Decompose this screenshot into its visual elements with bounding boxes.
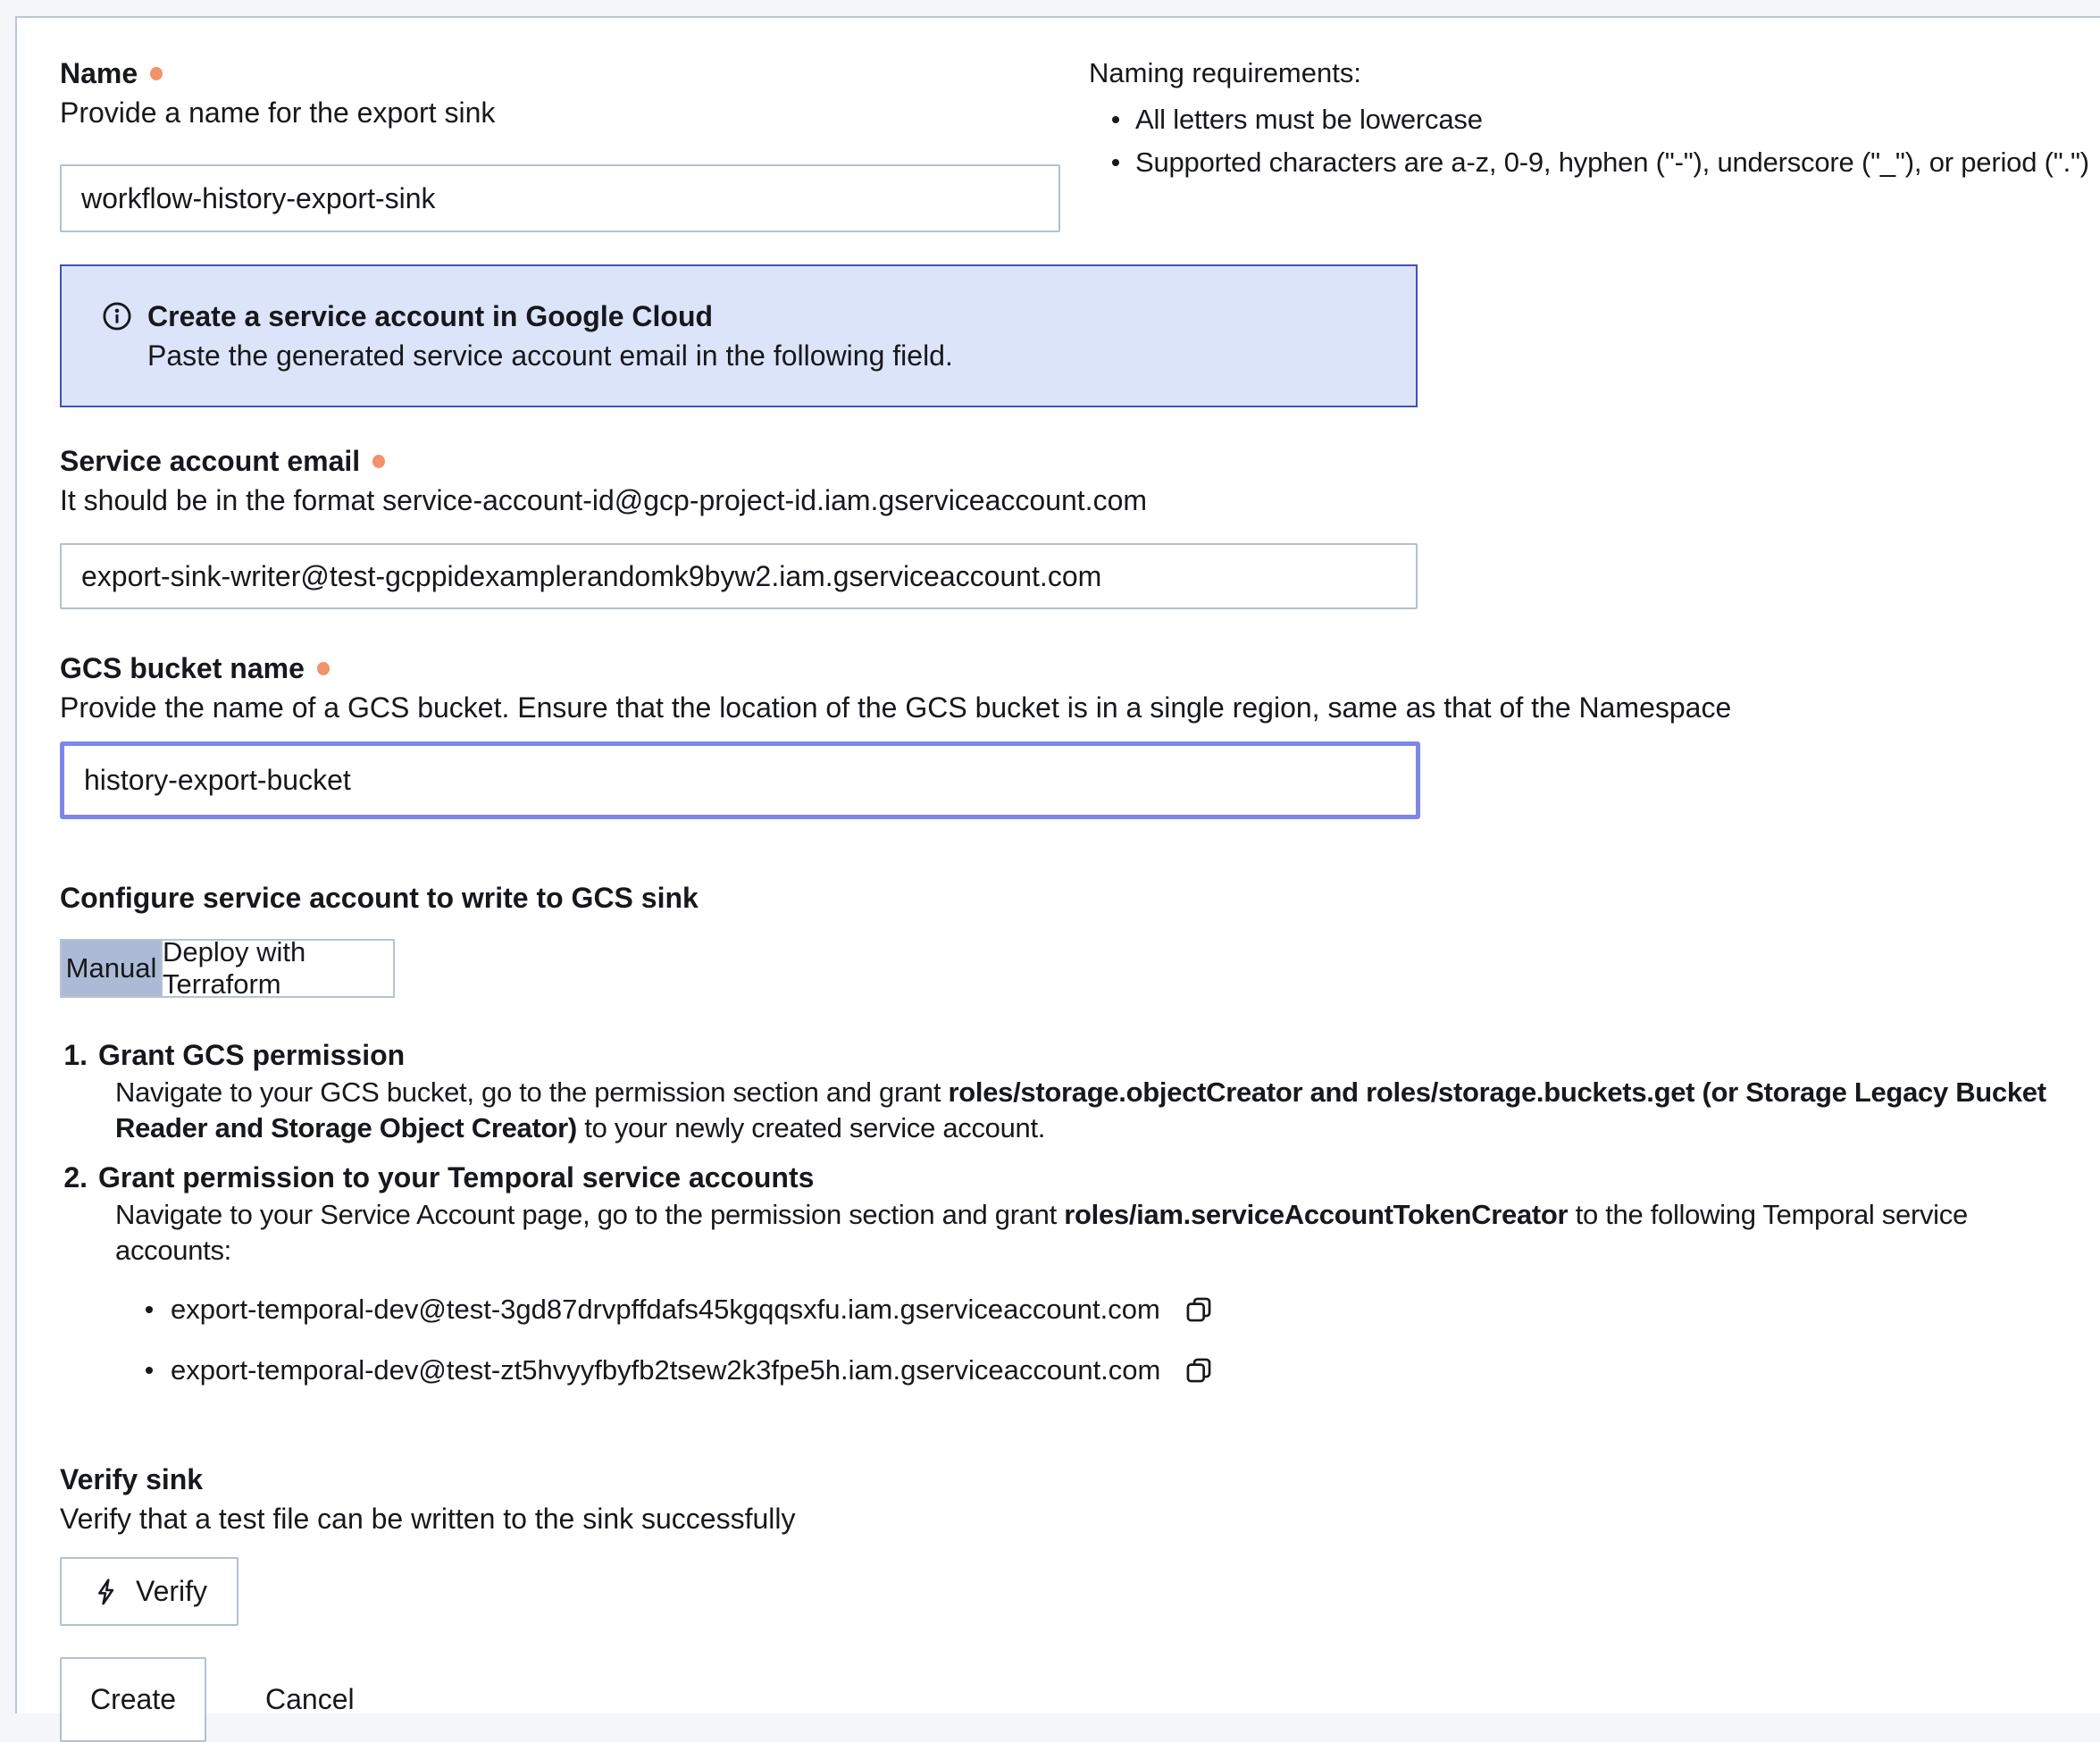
info-banner bbox=[60, 264, 1418, 407]
name-field-description: Provide a name for the export sink bbox=[60, 96, 496, 129]
gcs-bucket-label-row bbox=[60, 649, 2100, 688]
naming-requirements-title: Naming requirements: bbox=[1089, 57, 1361, 88]
tab-deploy-with-terraform[interactable]: Deploy with Terraform bbox=[161, 941, 393, 996]
required-dot bbox=[317, 662, 330, 675]
name-input[interactable] bbox=[60, 164, 1060, 232]
required-dot bbox=[372, 455, 385, 468]
configure-tabs bbox=[60, 936, 395, 1000]
gcs-bucket-label: GCS bucket name bbox=[60, 652, 305, 684]
info-banner-text bbox=[147, 297, 953, 375]
configure-section-title: Configure service account to write to GCS sink bbox=[60, 882, 699, 914]
naming-requirement-text: Supported characters are a-z, 0-9, hyphen ("-"), underscore ("_"), or period (".") bbox=[1135, 147, 2089, 178]
copy-icon[interactable] bbox=[1184, 1294, 1214, 1325]
verify-button-label: Verify bbox=[135, 1575, 208, 1607]
cancel-button[interactable]: Cancel bbox=[265, 1683, 355, 1715]
step-1-heading bbox=[60, 1035, 2100, 1075]
gcs-bucket-input[interactable] bbox=[60, 741, 1420, 819]
step-2-instructions: Navigate to your Service Account page, go to the permission section and grant roles/iam.serviceAccountTokenCreator to the following Temporal service accounts: bbox=[115, 1199, 1968, 1266]
form-actions bbox=[60, 1657, 2100, 1742]
export-sink-form-panel bbox=[15, 16, 2100, 1713]
naming-requirement-item bbox=[1089, 98, 2089, 141]
step-2-number: 2. bbox=[63, 1161, 88, 1193]
service-account-email-input[interactable] bbox=[60, 543, 1418, 609]
step-1-title: Grant GCS permission bbox=[98, 1039, 406, 1071]
service-account-label-row bbox=[60, 441, 2100, 481]
lightning-icon bbox=[91, 1577, 121, 1607]
name-field-label: Name bbox=[60, 57, 138, 89]
required-dot bbox=[150, 67, 163, 80]
gcs-bucket-description: Provide the name of a GCS bucket. Ensure that the location of the GCS bucket is in a single region, same as that of the Namespace bbox=[60, 691, 1732, 724]
service-account-email: export-temporal-dev@test-zt5hvyyfbyfb2tsew2k3fpe5h.iam.gserviceaccount.com bbox=[171, 1354, 1161, 1386]
service-account-item bbox=[146, 1353, 2100, 1388]
service-account-label: Service account email bbox=[60, 445, 361, 477]
step-2-heading bbox=[60, 1158, 2100, 1197]
info-banner-title: Create a service account in Google Cloud bbox=[147, 300, 714, 332]
copy-icon[interactable] bbox=[1184, 1355, 1214, 1386]
tab-manual[interactable]: Manual bbox=[62, 941, 161, 996]
info-icon bbox=[101, 300, 133, 332]
step-2-title: Grant permission to your Temporal service accounts bbox=[98, 1161, 815, 1193]
naming-requirement-text: All letters must be lowercase bbox=[1135, 104, 1483, 135]
info-banner-body: Paste the generated service account email in the following field. bbox=[147, 339, 953, 372]
create-button[interactable]: Create bbox=[60, 1657, 206, 1742]
service-account-email: export-temporal-dev@test-3gd87drvpffdafs45kgqqsxfu.iam.gserviceaccount.com bbox=[171, 1294, 1160, 1325]
bullet-icon bbox=[146, 1306, 153, 1313]
naming-requirement-item bbox=[1089, 141, 2089, 184]
verify-sink-description: Verify that a test file can be written to the sink successfully bbox=[60, 1503, 796, 1535]
service-account-item bbox=[146, 1292, 2100, 1327]
manual-steps bbox=[60, 1035, 2100, 1388]
service-account-description: It should be in the format service-account-id@gcp-project-id.iam.gserviceaccount.com bbox=[60, 484, 1148, 516]
naming-requirements-list bbox=[1089, 98, 2089, 184]
verify-button[interactable] bbox=[60, 1557, 238, 1626]
step-1-number: 1. bbox=[63, 1039, 88, 1071]
naming-requirements bbox=[1089, 54, 2089, 184]
temporal-service-accounts-list bbox=[60, 1292, 2100, 1388]
bullet-icon bbox=[1112, 116, 1119, 123]
bullet-icon bbox=[1112, 159, 1119, 166]
bullet-icon bbox=[146, 1367, 153, 1374]
step-1-instructions: Navigate to your GCS bucket, go to the permission section and grant roles/storage.objectCreator and roles/storage.buckets.get (or Storage Legacy Bucket Reader and Storage Object Creator) to your newly created service account. bbox=[115, 1076, 2046, 1143]
verify-sink-title: Verify sink bbox=[60, 1463, 204, 1495]
